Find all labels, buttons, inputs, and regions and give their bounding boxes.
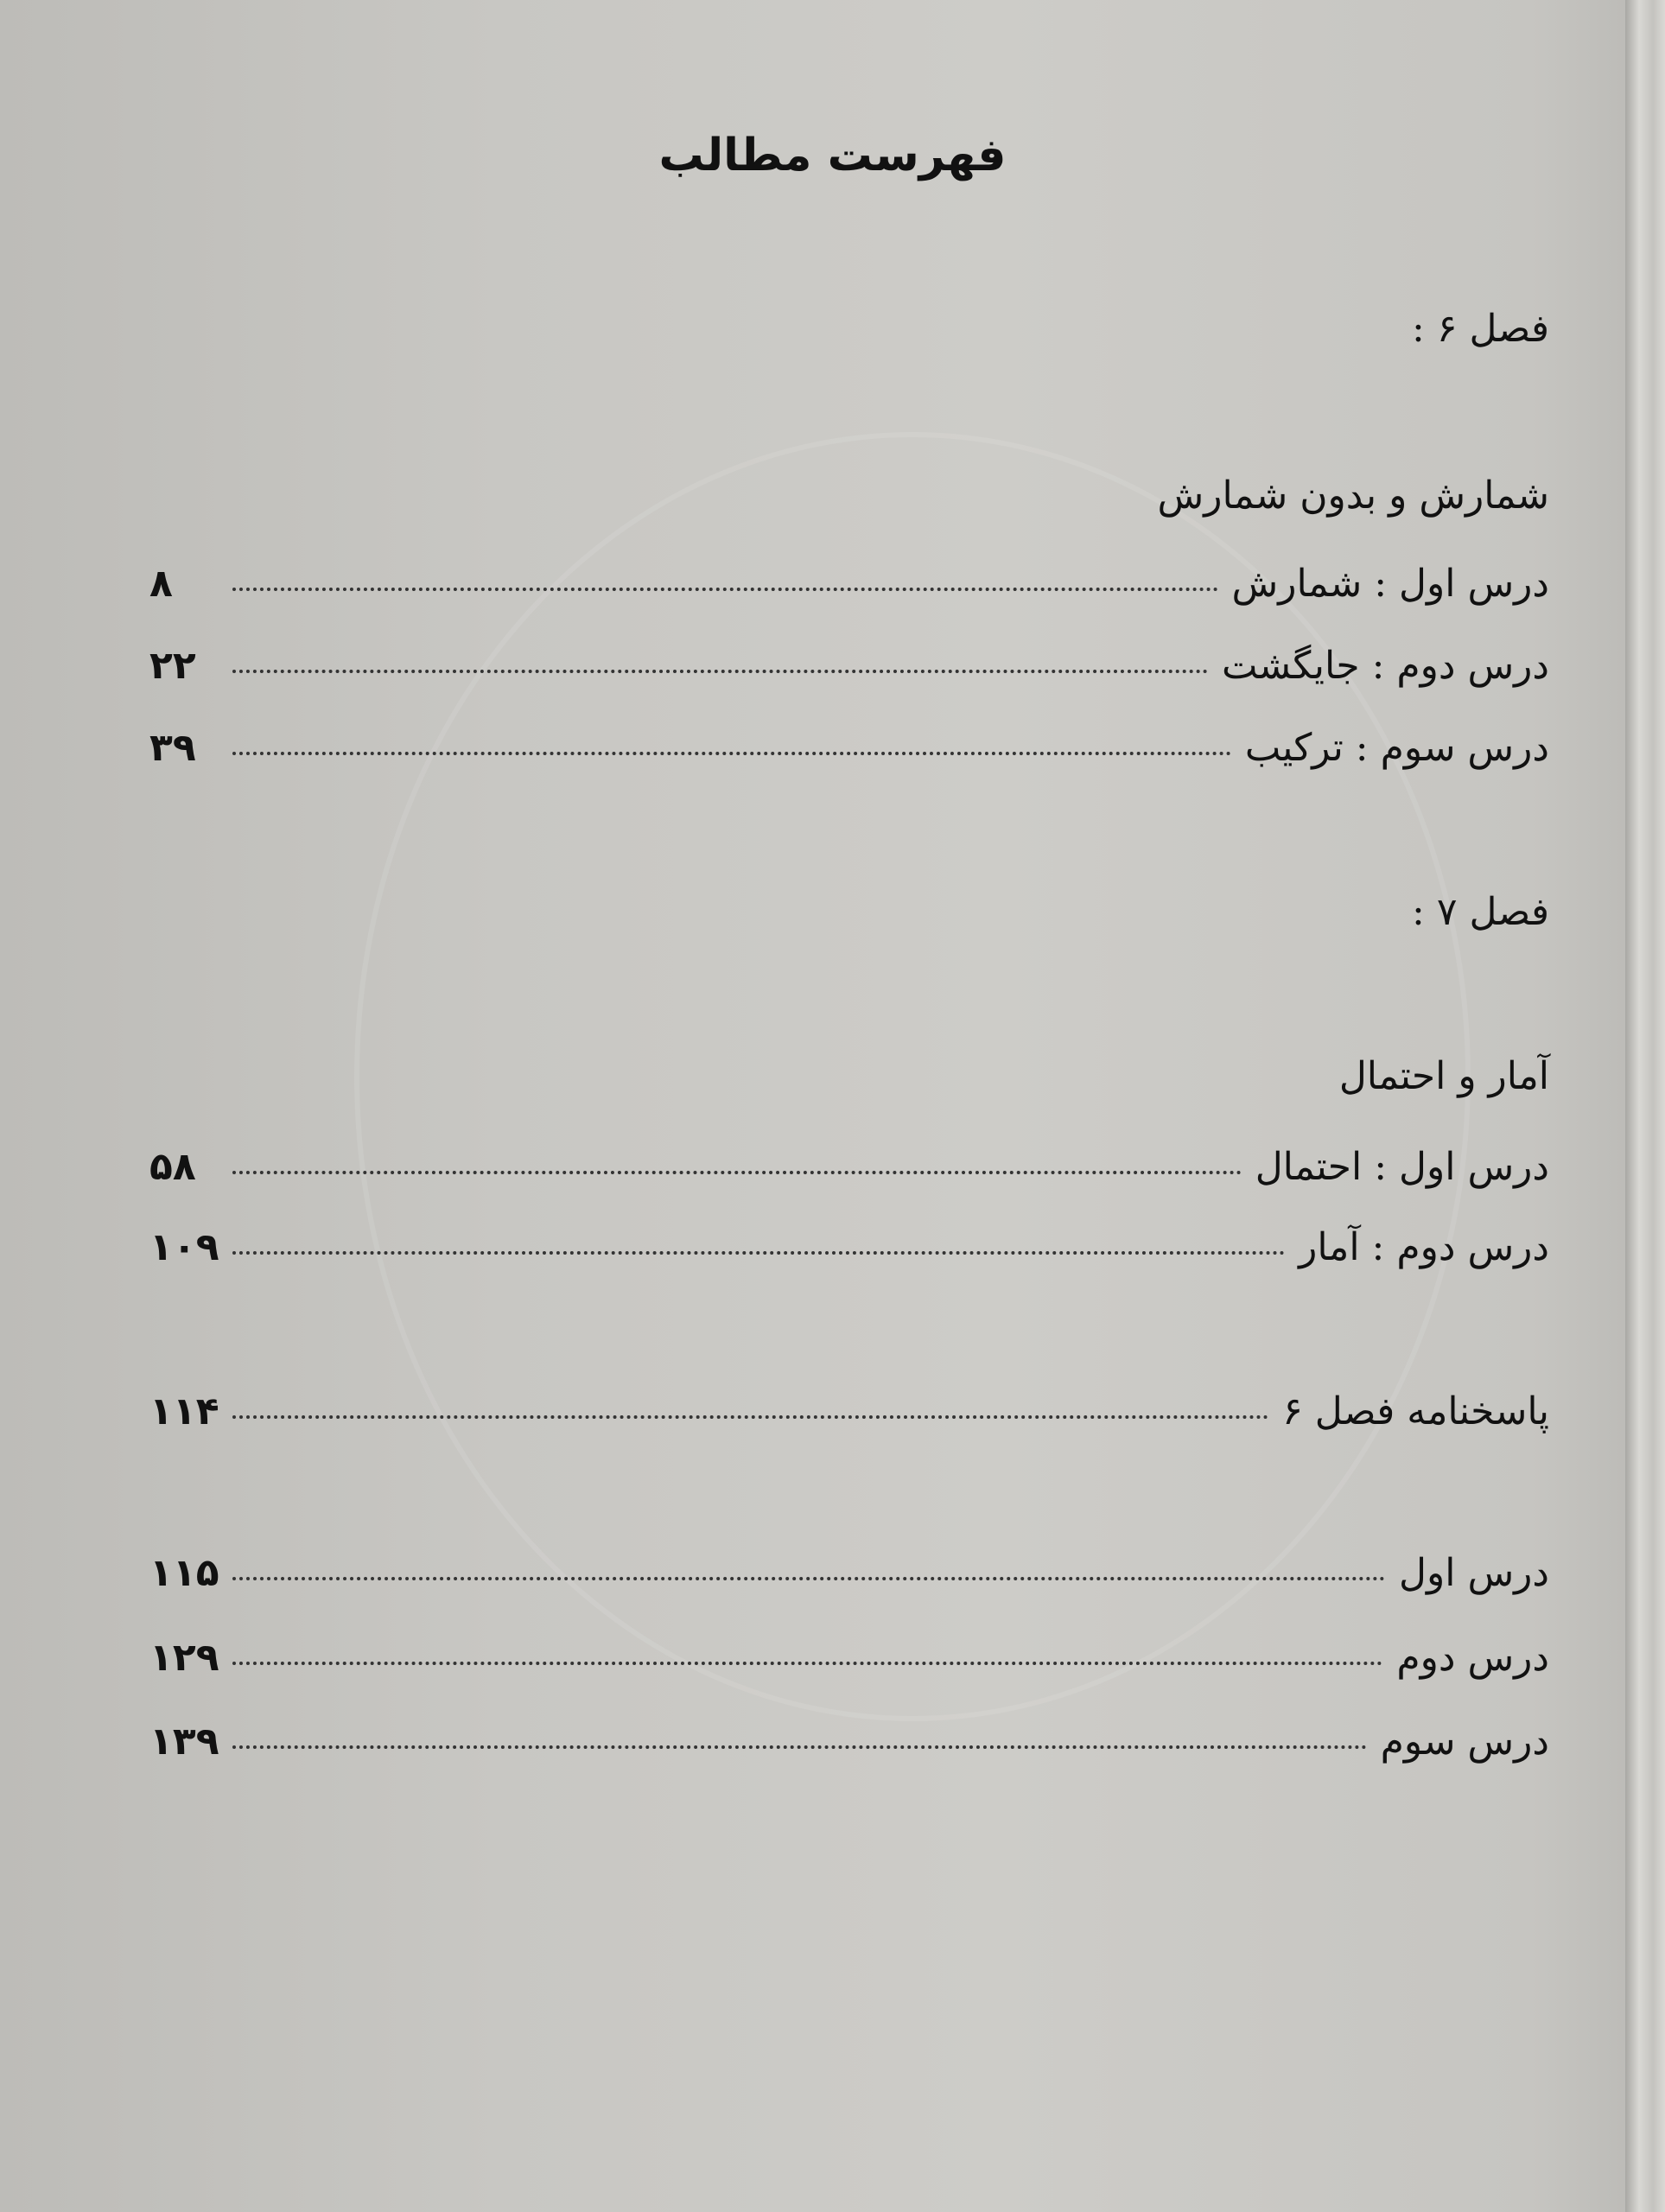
dot-leader bbox=[232, 1171, 1242, 1174]
watermark-circle bbox=[354, 432, 1471, 1721]
chapter-6-heading: فصل ۶ : bbox=[1412, 307, 1549, 351]
dot-leader bbox=[232, 1251, 1285, 1255]
toc-entry-page: ۵۸ bbox=[149, 1145, 196, 1189]
toc-entry[interactable] bbox=[149, 726, 1549, 778]
dot-leader bbox=[232, 1745, 1367, 1749]
toc-entry-label: درس سوم bbox=[1380, 1719, 1549, 1764]
chapter-7-heading: فصل ۷ : bbox=[1412, 890, 1549, 934]
toc-entry-label: درس سوم : ترکیب bbox=[1244, 726, 1549, 770]
toc-entry-answers[interactable] bbox=[149, 1389, 1549, 1441]
toc-entry[interactable] bbox=[149, 1719, 1549, 1771]
dot-leader bbox=[232, 752, 1231, 755]
toc-entry[interactable] bbox=[149, 1636, 1549, 1688]
toc-entry-page: ۲۲ bbox=[149, 644, 196, 688]
toc-entry-label: درس دوم : جایگشت bbox=[1221, 644, 1549, 688]
toc-entry-page: ۱۳۹ bbox=[149, 1719, 219, 1764]
toc-entry-page: ۱۱۴ bbox=[149, 1389, 219, 1433]
chapter-7-subject: آمار و احتمال bbox=[1338, 1054, 1549, 1098]
toc-entry-label: درس اول : احتمال bbox=[1255, 1145, 1549, 1189]
page-title: فهرست مطالب bbox=[658, 130, 1007, 181]
toc-entry-label: درس اول : شمارش bbox=[1231, 562, 1549, 606]
page-edge bbox=[1625, 0, 1665, 2212]
toc-entry-label: درس دوم : آمار bbox=[1299, 1225, 1549, 1269]
toc-entry[interactable] bbox=[149, 1145, 1549, 1197]
toc-entry-page: ۳۹ bbox=[149, 726, 196, 770]
toc-entry-page: ۱۰۹ bbox=[149, 1225, 219, 1269]
toc-entry-page: ۱۲۹ bbox=[149, 1636, 219, 1680]
toc-entry[interactable] bbox=[149, 562, 1549, 613]
toc-entry[interactable] bbox=[149, 644, 1549, 696]
toc-entry-label: درس دوم bbox=[1396, 1636, 1549, 1680]
toc-entry-page: ۸ bbox=[149, 562, 173, 606]
dot-leader bbox=[232, 1577, 1385, 1580]
toc-entry[interactable] bbox=[149, 1551, 1549, 1603]
dot-leader bbox=[232, 1415, 1268, 1419]
dot-leader bbox=[232, 670, 1208, 673]
toc-entry-label: درس اول bbox=[1399, 1551, 1549, 1595]
toc-entry[interactable] bbox=[149, 1225, 1549, 1277]
toc-entry-page: ۱۱۵ bbox=[149, 1551, 219, 1595]
chapter-6-subject: شمارش و بدون شمارش bbox=[1157, 474, 1549, 518]
dot-leader bbox=[232, 1662, 1382, 1665]
toc-entry-label: پاسخنامه فصل ۶ bbox=[1282, 1389, 1549, 1433]
dot-leader bbox=[232, 588, 1218, 591]
